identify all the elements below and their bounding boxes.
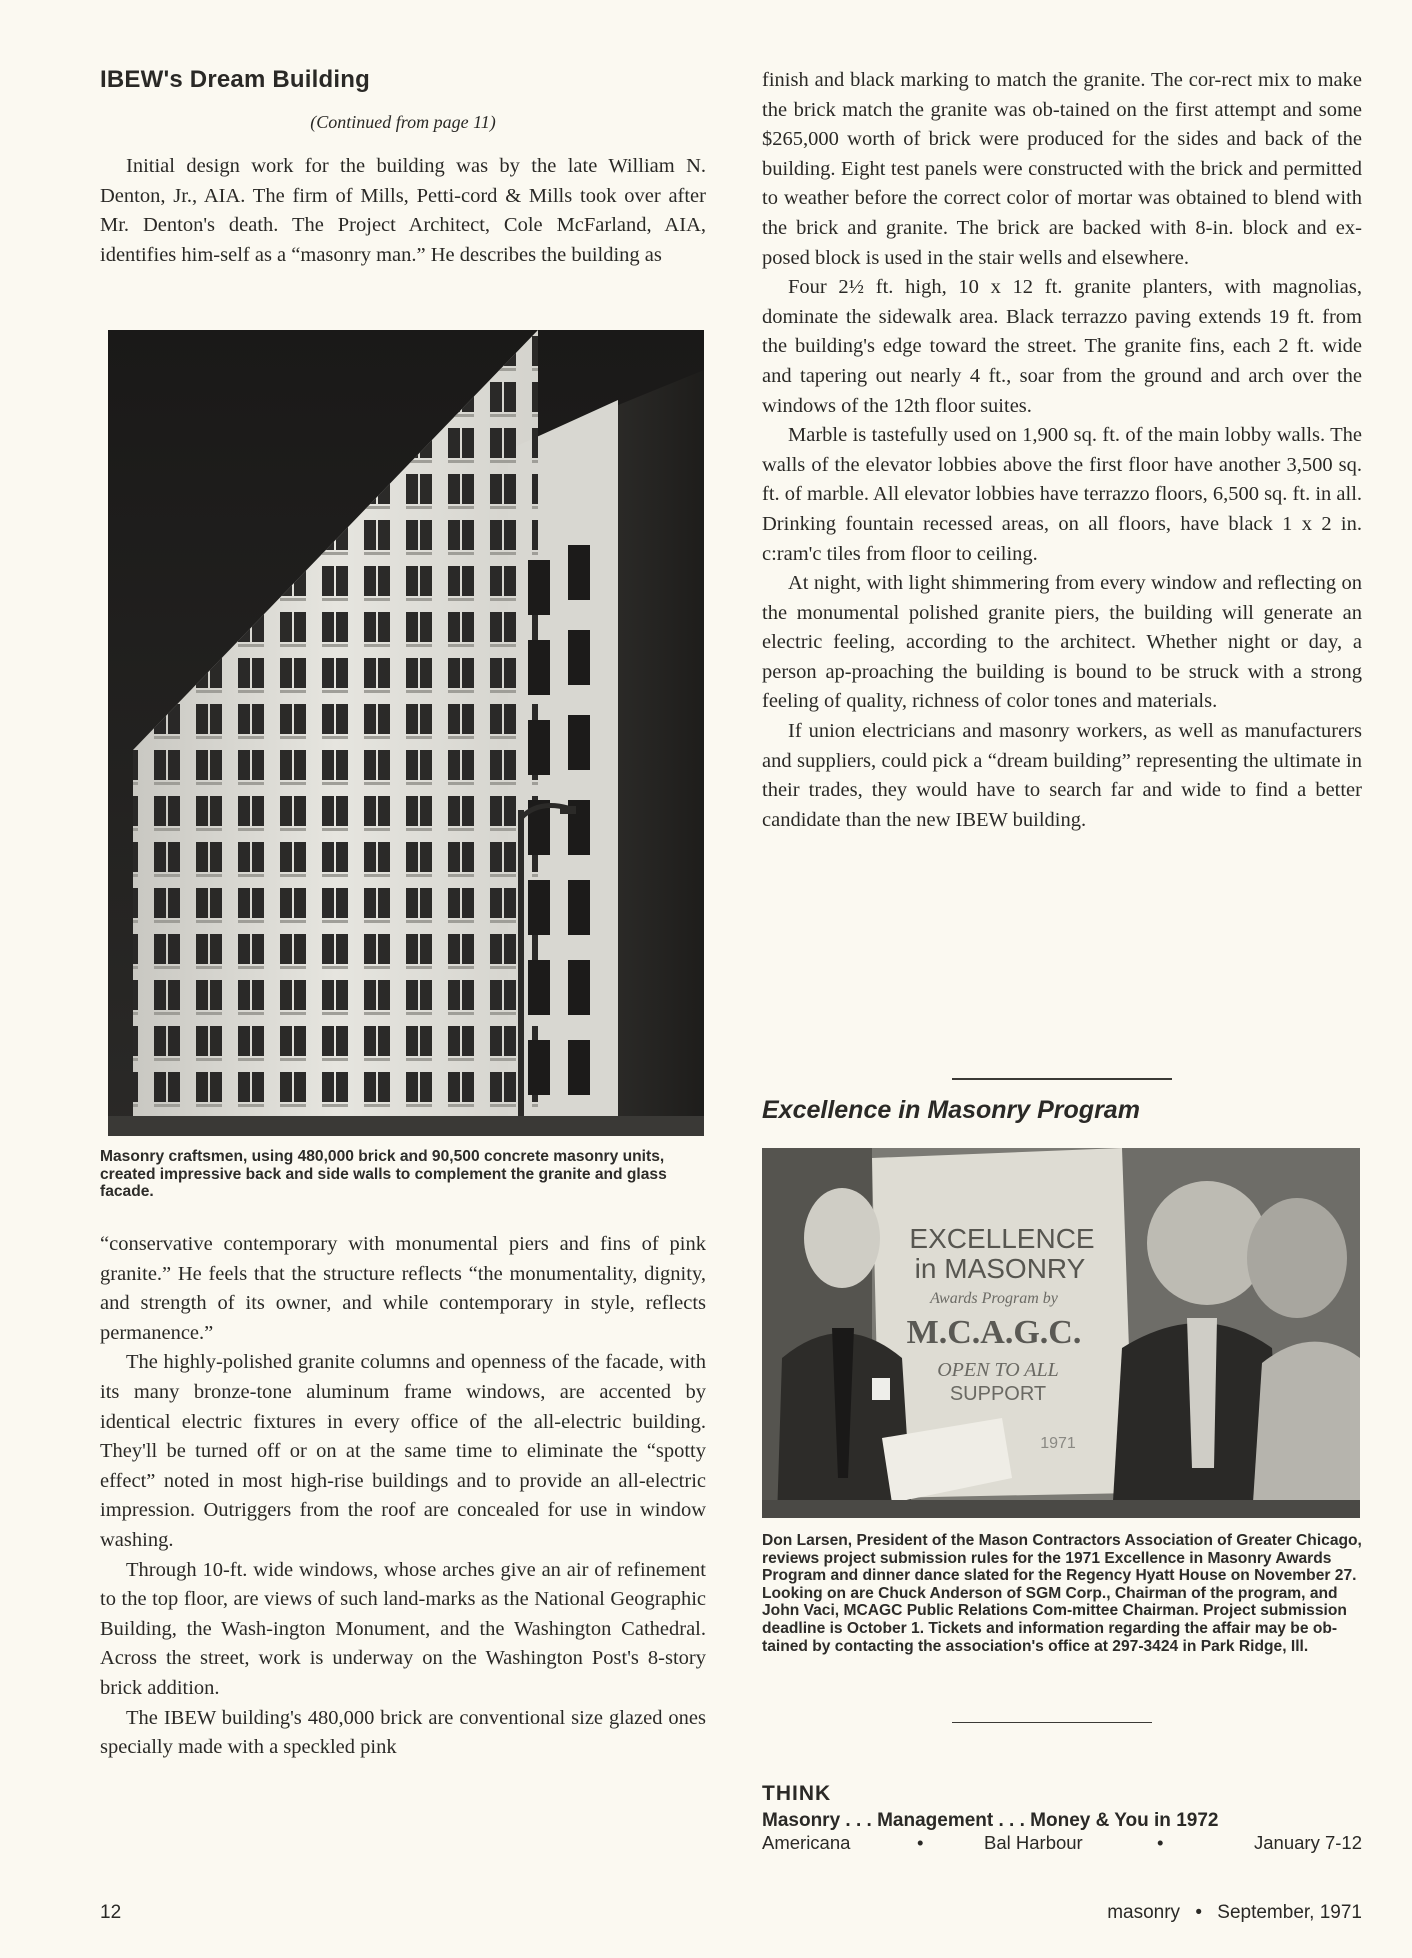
think-dates: January 7-12 [1254,1832,1362,1853]
bullet-icon: • [1195,1902,1202,1923]
bullet-icon: • [1157,1832,1164,1853]
left-paragraph: Through 10-ft. wide windows, whose arches give an air of refinement to the top floor, are views of such land-marks as the National Geographic Building, the Wash-ington Monument, and the Washington Cathedral. Across the street, work is underway on the Washington Post's 8-story brick addition. [100,1558,706,1699]
building-photo [108,330,704,1136]
page-number: 12 [100,1902,122,1923]
think-title: THINK [762,1782,832,1805]
sign-line-3: Awards Program by [930,1290,1058,1307]
right-body [762,66,1362,835]
section-divider [952,1078,1172,1080]
left-paragraph: “conservative contemporary with monumental piers and fins of pink granite.” He feels that the structure reflects “the monumentality, dignity, and strength of its owner, and while contemporary in style, reflects permanence.” [100,1233,706,1344]
right-paragraph: Marble is tastefully used on 1,900 sq. ft. of the main lobby walls. The walls of the elevator lobbies above the first floor have another 3,500 sq. ft. of marble. All elevator lobbies have terrazzo floors, 6,500 sq. ft. in all. Drinking fountain recessed areas, on all floors, have black 1 x 2 in. c:ram'c tiles from floor to ceiling. [762,424,1363,565]
right-paragraph: At night, with light shimmering from every window and reflecting on the monumental polished granite piers, the building will generate an electric feeling, according to the architect. Whether night or day, a person ap-proaching the building is bound to be struck with a strong feeling of quality, richness of color tones and materials. [762,572,1362,713]
excellence-photo-illustration [762,1148,1360,1518]
think-details [762,1832,1362,1856]
think-place-1: Americana [762,1832,851,1853]
think-place-2: Bal Harbour [984,1832,1083,1853]
left-body [100,1230,706,1763]
excellence-caption: Don Larsen, President of the Mason Contractors Association of Greater Chicago, reviews project submission rules for the 1971 Excellence in Masonry Awards Program and dinner dance slated for the Regency Hyatt House on November 27. Looking on are Chuck Anderson of SGM Corp., Chairman of the program, and John Vaci, MCAGC Public Relations Com-mittee Chairman. Project submission deadline is October 1. Tickets and information regarding the affair may be ob-tained by contacting the association's office at 297-3424 in Park Ridge, Ill. [762,1532,1362,1655]
sign-line-6: SUPPORT [949,1383,1047,1405]
intro-paragraph [100,152,706,270]
footer-magazine: masonry [1107,1902,1181,1923]
left-paragraph: The IBEW building's 480,000 brick are conventional size glazed ones specially made with a speckled pink [100,1706,706,1759]
intro-text: Initial design work for the building was by the late William N. Denton, Jr., AIA. The firm of Mills, Petti-cord & Mills took over after Mr. Denton's death. The Project Architect, Cole McFarland, AIA, identifies him-self as a “masonry man.” He describes the building as [100,155,706,266]
think-block [762,1782,1362,1856]
article-title: IBEW's Dream Building [100,66,370,93]
left-paragraph: The highly-polished granite columns and openness of the facade, with its many bronze-tone aluminum frame windows, are accented by identical electric fixtures in every office of the all-electric building. They'll be turned off or on at the same time to eliminate the “spotty effect” noted in most high-rise buildings and to provide an all-electric impression. Outriggers from the roof are concealed for use in window washing. [100,1351,706,1551]
sign-line-4: M.C.A.G.C. [906,1314,1082,1351]
right-paragraph: Four 2½ ft. high, 10 x 12 ft. granite planters, with magnolias, dominate the sidewalk area. Black terrazzo paving extends 19 ft. from the building's edge toward the street. The granite fins, each 2 ft. wide and tapering out nearly 4 ft., soar from the ground and arch over the windows of the 12th floor suites. [762,276,1362,417]
sign-line-1: EXCELLENCE [909,1223,1095,1254]
bullet-icon: • [917,1832,924,1853]
excellence-title: Excellence in Masonry Program [762,1096,1140,1124]
sign-line-7: 1971 [1040,1435,1076,1452]
building-photo-caption: Masonry craftsmen, using 480,000 brick and 90,500 concrete masonry units, created impressive back and side walls to complement the granite and glass facade. [100,1148,667,1201]
footer-masthead [1032,1902,1362,1924]
excellence-photo [762,1148,1360,1518]
caption-divider [952,1722,1152,1723]
building-illustration [108,330,704,1136]
sign-line-5: OPEN TO ALL [937,1359,1059,1381]
right-paragraph: If union electricians and masonry workers, as well as manufacturers and suppliers, could pick a “dream building” representing the ultimate in their trades, they would have to search far and wide to find a better candidate than the new IBEW building. [762,720,1362,831]
footer-date: September, 1971 [1217,1902,1362,1923]
right-paragraph: finish and black marking to match the granite. The cor-rect mix to make the brick match the granite was ob-tained on the first attempt and some $265,000 worth of brick were produced for the sides and back of the building. Eight test panels were constructed with the brick and permitted to weather before the correct color of mortar was obtained to blend with the brick and granite. The brick are backed with 8-in. block and ex-posed block is used in the stair wells and elsewhere. [762,69,1362,269]
sign-line-2: in MASONRY [914,1253,1086,1284]
continued-note: (Continued from page 11) [310,112,496,132]
think-tagline: Masonry . . . Management . . . Money & You in 1972 [762,1810,1219,1831]
